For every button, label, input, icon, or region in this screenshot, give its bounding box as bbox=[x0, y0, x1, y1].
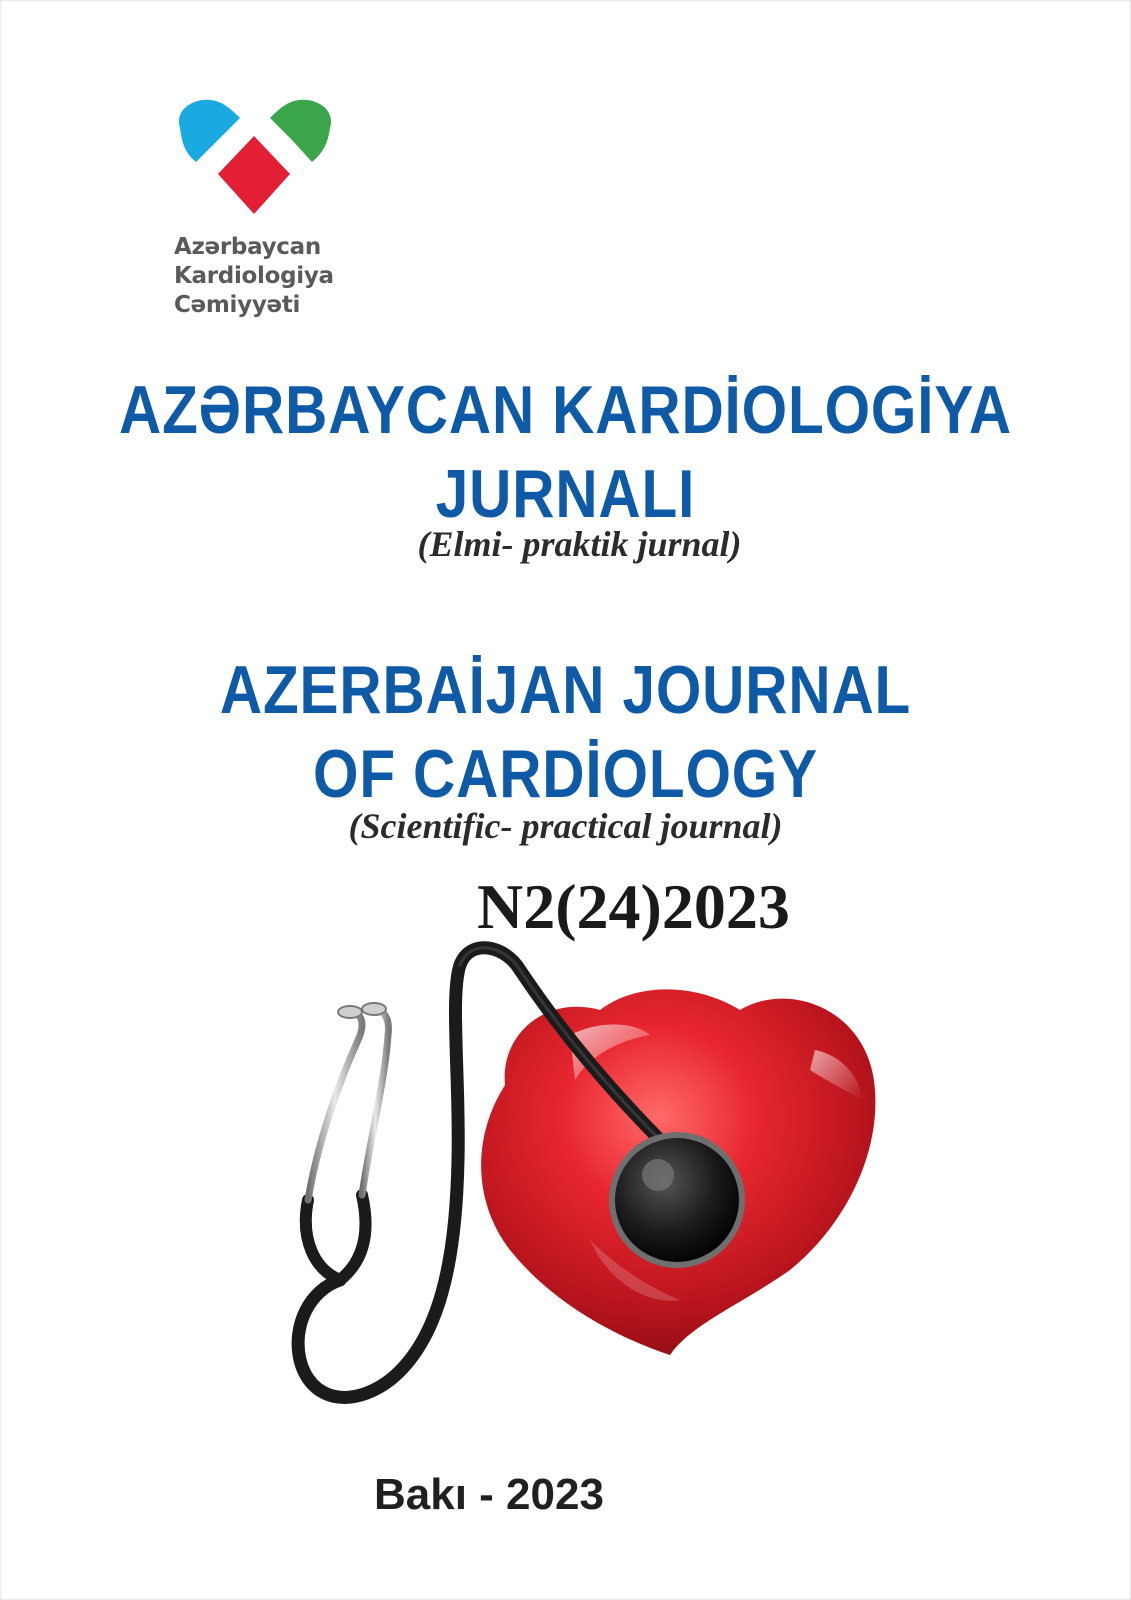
society-name-line2: Kardiologiya bbox=[174, 263, 334, 289]
logo-green-shape bbox=[270, 100, 331, 162]
society-logo-icon bbox=[170, 96, 340, 226]
publication-place-year: Bakı - 2023 bbox=[374, 1470, 604, 1519]
journal-title-az-line1: AZƏRBAYCAN KARDİOLOGİYA bbox=[119, 372, 1012, 448]
logo-red-shape bbox=[218, 136, 290, 214]
society-name-line1: Azərbaycan bbox=[174, 234, 321, 260]
society-name-line3: Cəmiyyəti bbox=[174, 292, 301, 318]
heart-stethoscope-illustration bbox=[270, 940, 910, 1440]
society-name bbox=[174, 233, 334, 320]
journal-subtitle-en: (Scientific- practical journal) bbox=[348, 806, 783, 846]
journal-subtitle-az: (Elmi- praktik jurnal) bbox=[417, 524, 742, 564]
journal-title-en-line2: OF CARDİOLOGY bbox=[312, 736, 819, 812]
logo-blue-shape bbox=[179, 100, 240, 162]
journal-title-az bbox=[0, 368, 1131, 536]
journal-title-az-line2: JURNALI bbox=[435, 456, 696, 532]
issue-number: N2(24)2023 bbox=[477, 871, 790, 942]
journal-title-en-line1: AZERBAİJAN JOURNAL bbox=[219, 652, 912, 728]
journal-title-en bbox=[0, 648, 1131, 816]
